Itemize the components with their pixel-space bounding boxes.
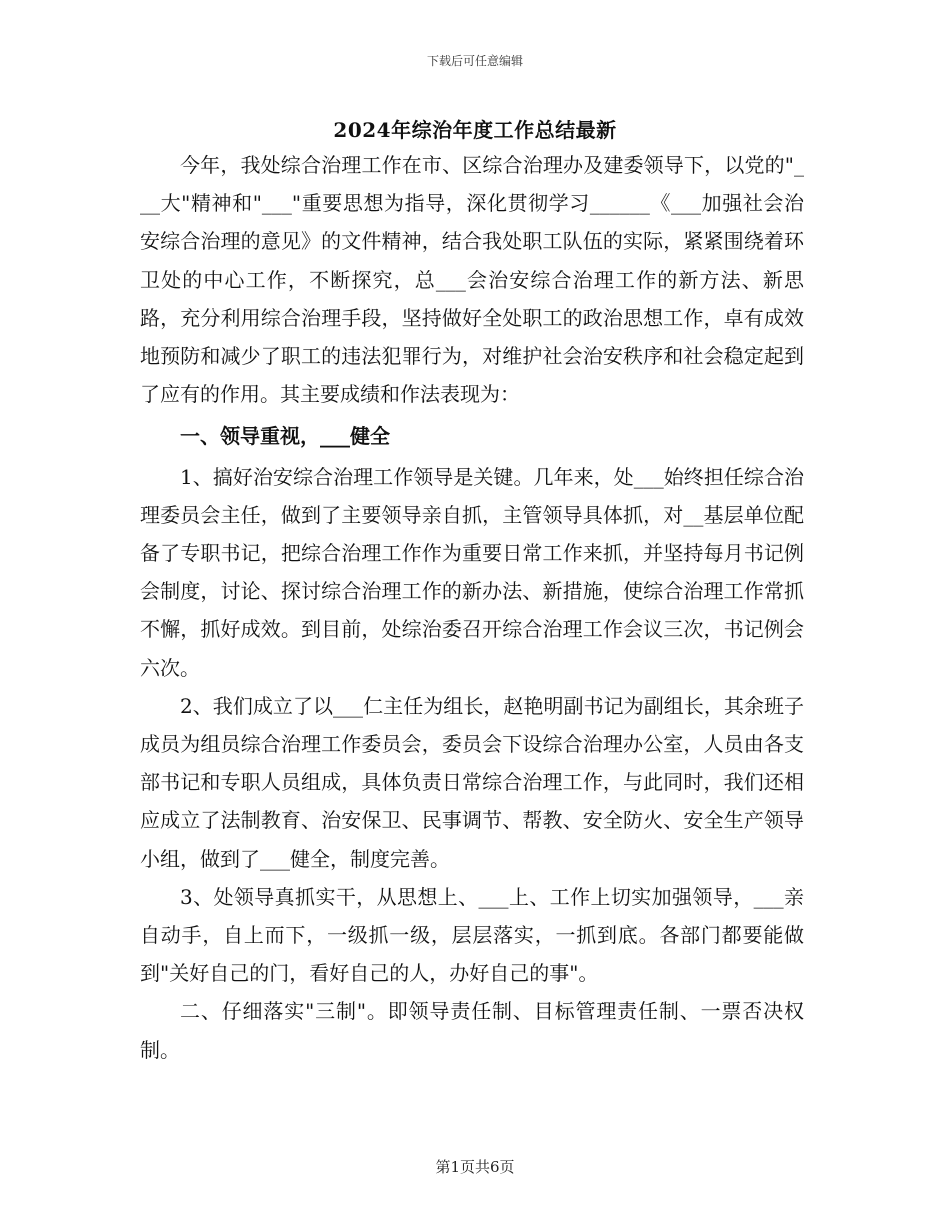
intro-paragraph: 今年，我处综合治理工作在市、区综合治理办及建委领导下，以党的"___大"精神和"___"重要思想为指导，深化贯彻学习______《___加强社会治安综合治理的意见》的文件精神，结合我处职工队伍的实际，紧紧围绕着环卫处的中心工作，不断探究，总___会治安综合治理工作的新方法、新思路，充分利用综合治理手段，坚持做好全处职工的政治思想工作，卓有成效地预防和减少了职工的违法犯罪行为，对维护社会治安秩序和社会稳定起到了应有的作用。其主要成绩和作法表现为： [140,153,804,407]
paragraph-item-3: 3、处领导真抓实干，从思想上、___上、工作上切实加强领导，___亲自动手，自上而下，一级抓一级，层层落实，一抓到底。各部门都要能做到"关好自己的门，看好自己的人，办好自己的事"。 [140,884,804,986]
paragraph-item-1: 1、搞好治安综合治理工作领导是关键。几年来，处___始终担任综合治理委员会主任，做到了主要领导亲自抓，主管领导具体抓，对__基层单位配备了专职书记，把综合治理工作作为重要日常工作来抓，并坚持每月书记例会制度，讨论、探讨综合治理工作的新办法、新措施，使综合治理工作常抓不懈，抓好成效。到目前，处综治委召开综合治理工作会议三次，书记例会六次。 [140,464,804,680]
page-number: 第1页共6页 [435,1158,515,1176]
paragraph-item-2: 2、我们成立了以___仁主任为组长，赵艳明副书记为副组长，其余班子成员为组员综合治理工作委员会，委员会下设综合治理办公室，人员由各支部书记和专职人员组成，具体负责日常综合治理工作，与此同时，我们还相应成立了法制教育、治安保卫、民事调节、帮教、安全防火、安全生产领导小组，做到了___健全，制度完善。 [140,693,804,871]
document-title: 2024年综治年度工作总结最新 [333,118,617,142]
header-note: 下载后可任意编辑 [426,54,523,68]
section-heading-2: 二、仔细落实"三制"。即领导责任制、目标管理责任制、一票否决权制。 [140,999,804,1062]
document-body [140,146,804,1069]
section-heading-1: 一、领导重视，___健全 [180,424,390,449]
